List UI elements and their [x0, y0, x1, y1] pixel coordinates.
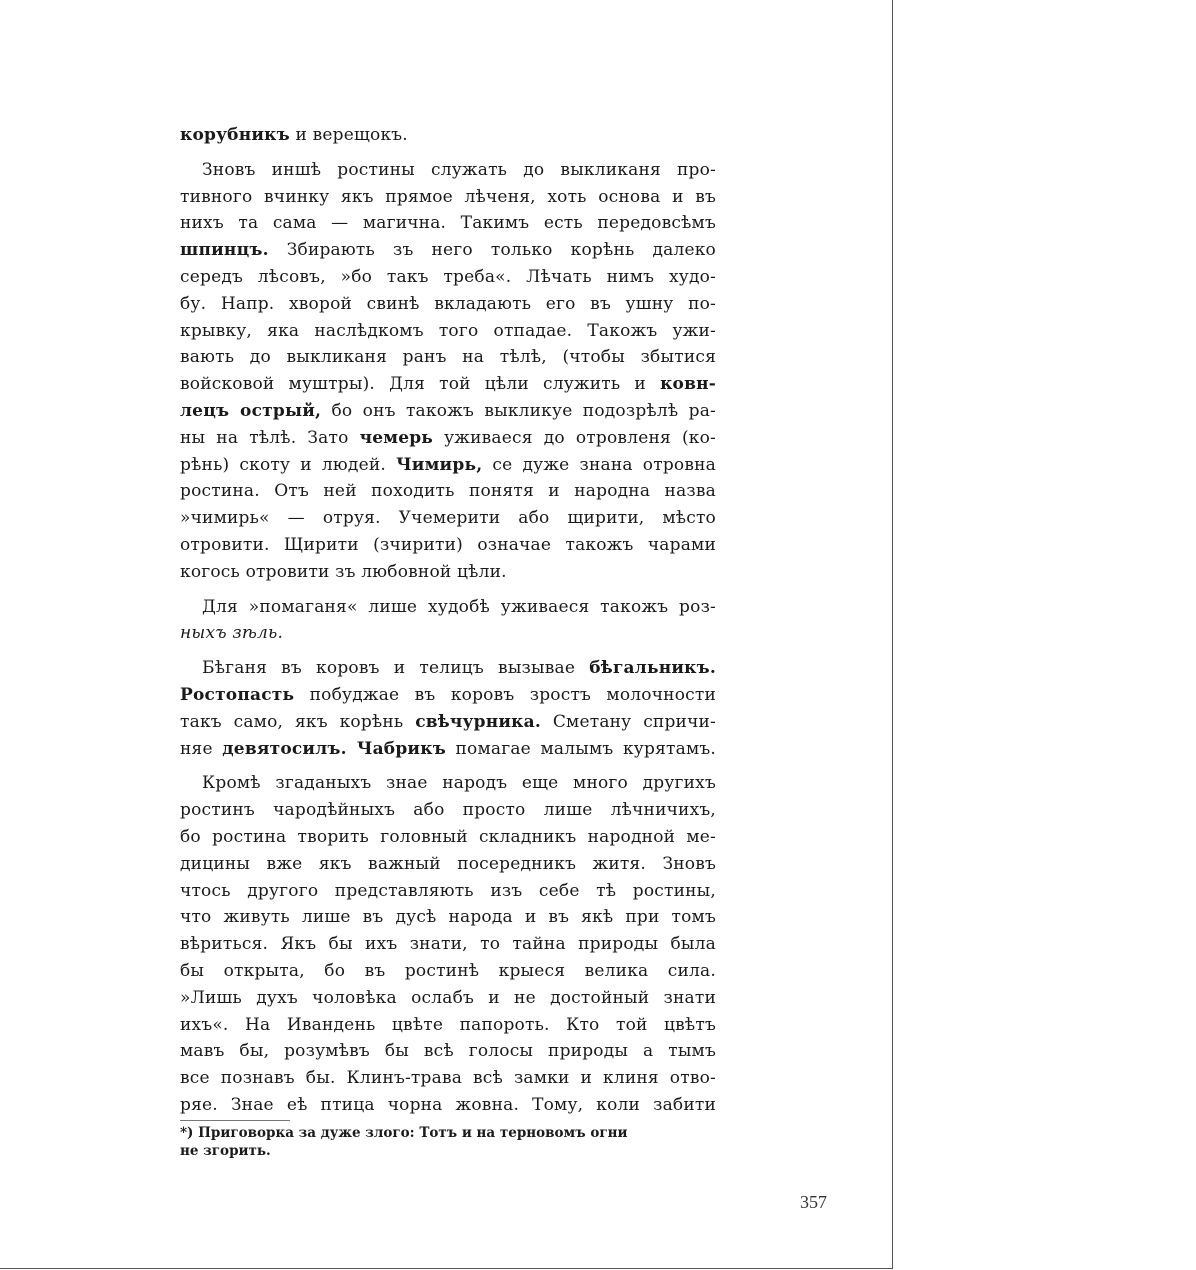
text-line: шпинцъ. Збирають зъ него только корѣнь далеко — [180, 240, 716, 261]
text-line: Бѣганя въ коровъ и телицъ вызывае бѣгальникъ. — [202, 658, 716, 679]
text-line: середъ лѣсовъ, »бо такъ треба«. Лѣчать нимъ худо- — [180, 266, 716, 287]
page-number: 357 — [800, 1192, 827, 1212]
text-line: ныхъ зѣль. — [180, 623, 284, 644]
text-line: ростинъ чародѣйныхъ або просто лише лѣчничихъ, — [180, 800, 716, 821]
text-line: нихъ та сама — магична. Такимъ есть передовсѣмъ — [180, 213, 716, 234]
footnote — [180, 1124, 716, 1160]
text-line: бы открыта, бо въ ростинѣ крыеся велика сила. — [180, 960, 716, 981]
text-line: отровити. Щирити (зчирити) означае такожъ чарами — [180, 534, 716, 555]
text-line: корубникъ и верещокъ. — [180, 125, 408, 145]
term-bold: чемерь — [359, 427, 434, 448]
text-line: ны на тѣлѣ. Зато чемерь уживаеся до отровленя (ко- — [180, 427, 716, 448]
text-line: что живуть лише въ дусѣ народа и въ якѣ при томъ — [180, 907, 716, 928]
text-line: бо ростина творить головный складникъ народной ме- — [180, 826, 716, 847]
text-line: »Лишь духъ чоловѣка ослабъ и не достойный знати — [180, 987, 716, 1008]
text-line: няе девятосилъ. Чабрикъ помагае малымъ курятамъ. — [180, 738, 716, 759]
text-line: бу. Напр. хворой свинѣ вкладають его въ ушну по- — [180, 293, 716, 314]
term-bold: девятосилъ. Чабрикъ — [222, 738, 446, 759]
text-line: ростина. Отъ ней походить понятя и народна назва — [180, 481, 716, 502]
text-line: тивного вчинку якъ прямое лѣченя, хоть основа и въ — [180, 186, 716, 207]
text-line: Для »помаганя« лише худобѣ уживаеся такожъ роз- — [202, 596, 716, 617]
text-line: вають до выкликаня ранъ на тѣлѣ, (чтобы збытися — [180, 347, 716, 368]
text-line: »чимирь« — отруя. Учемерити або щирити, мѣсто — [180, 508, 716, 529]
term-bold: Ростопасть — [180, 684, 295, 705]
term-bold: свѣчурника. — [415, 711, 541, 732]
text-line: когось отровити зъ любовной цѣли. — [180, 561, 507, 582]
footnote-line: не згорить. — [180, 1143, 271, 1159]
term-bold: лецъ острый, — [180, 400, 322, 421]
term-bold: шпинцъ. — [180, 240, 269, 261]
text-line: войсковой муштры). Для той цѣли служить и ковн- — [180, 374, 716, 395]
text-line: крывку, яка наслѣдкомъ того отпадае. Такожъ ужи- — [180, 320, 716, 341]
footnote-line: *) Приговорка за дуже злого: Тотъ и на терновомъ огни — [180, 1125, 628, 1141]
text-line: лецъ острый, бо онъ такожъ выкликуе подозрѣлѣ ра- — [180, 400, 716, 421]
footnote-divider — [180, 1120, 290, 1121]
text-line: дицины вже якъ важный посередникъ житя. Зновъ — [180, 853, 716, 874]
text-line: Зновъ иншѣ ростины служать до выкликаня про- — [202, 159, 716, 180]
text-line: все познавъ бы. Клинъ-трава всѣ замки и клиня отво- — [180, 1068, 716, 1089]
text-line: вѣриться. Якъ бы ихъ знати, то тайна природы была — [180, 934, 716, 955]
text-line: такъ само, якъ корѣнь свѣчурника. Сметану спричи- — [180, 711, 716, 732]
term-bold: корубникъ — [180, 125, 290, 145]
text-line: рѣнь) скоту и людей. Чимирь, се дуже знана отровна — [180, 454, 716, 475]
text-line: Кромѣ згаданыхъ знае народъ еще много другихъ — [202, 773, 716, 794]
text-line: мавъ бы, розумѣвъ бы всѣ голосы природы а тымъ — [180, 1041, 716, 1062]
text-line: ихъ«. На Ивандень цвѣте папороть. Кто той цвѣтъ — [180, 1014, 716, 1035]
text-line: Ростопасть побуджае въ коровъ зростъ молочности — [180, 684, 716, 705]
text-line: ряе. Знае еѣ птица чорна жовна. Тому, коли забити — [180, 1094, 716, 1115]
text-line: чтось другого представляють изъ себе тѣ ростины, — [180, 880, 716, 901]
term-bold: Чимирь, — [396, 454, 483, 475]
term-bold: бѣгальникъ. — [589, 658, 716, 679]
body-text — [180, 122, 716, 1119]
term-bold: ковн- — [660, 374, 716, 395]
